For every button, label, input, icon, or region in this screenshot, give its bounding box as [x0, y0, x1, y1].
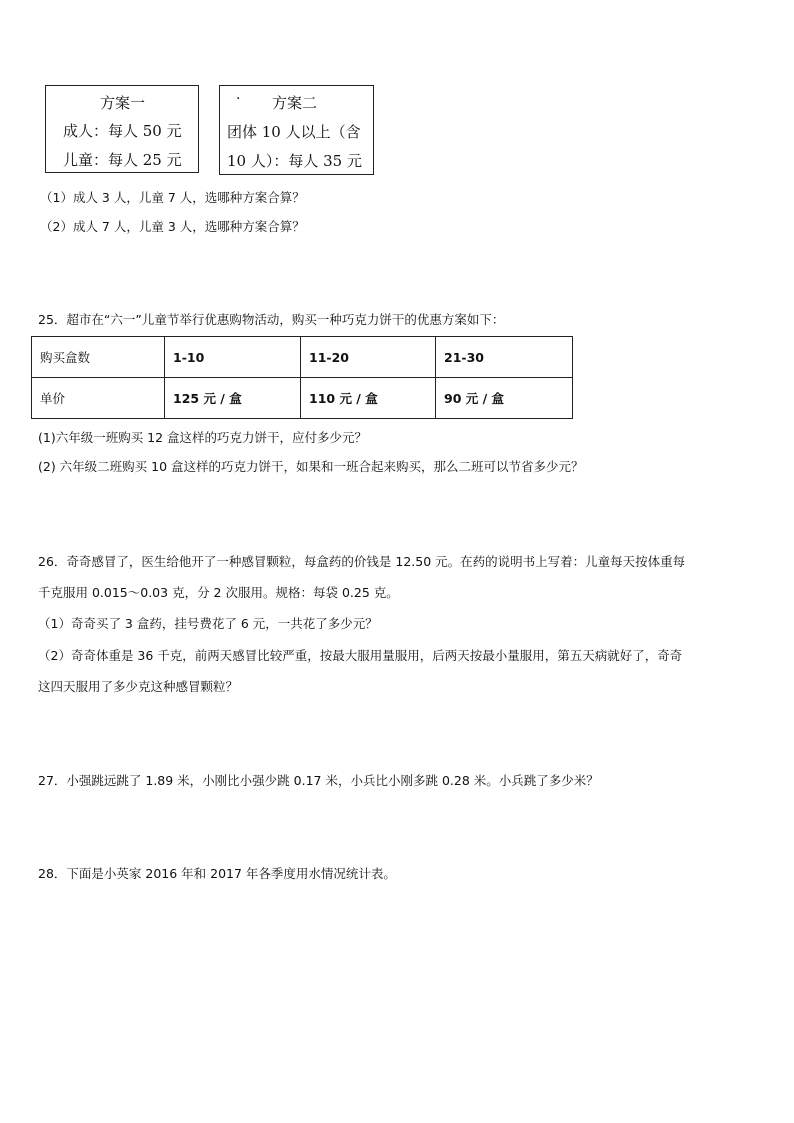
table-cell: 单价 [32, 378, 165, 419]
plan-two-dot: · [236, 91, 241, 107]
table-cell: 1-10 [165, 337, 301, 378]
table-row [32, 337, 573, 378]
q27-stem: 27．小强跳远跳了 1.89 米，小刚比小强少跳 0.17 米，小兵比小刚多跳 0.28 米。小兵跳了多少米？ [38, 773, 599, 788]
plan-one-adult: 成人：每人 50 元 [63, 122, 182, 140]
q28-stem: 28．下面是小英家 2016 年和 2017 年各季度用水情况统计表。 [38, 866, 396, 881]
table-row [32, 378, 573, 419]
q26-stem-line2: 千克服用 0.015～0.03 克，分 2 次服用。规格：每袋 0.25 克。 [38, 585, 399, 600]
plan-one-child: 儿童：每人 25 元 [63, 151, 182, 169]
q26-sub2-line2: 这四天服用了多少克这种感冒颗粒？ [38, 679, 239, 694]
q26-sub2-line1: （2）奇奇体重是 36 千克，前两天感冒比较严重，按最大服用量服用，后两天按最小量服用，第五天病就好了，奇奇 [38, 648, 683, 663]
table-cell: 21-30 [436, 337, 573, 378]
price-table [31, 336, 573, 419]
table-cell: 125 元 / 盒 [165, 378, 301, 419]
q24-sub2: （2）成人 7 人，儿童 3 人，选哪种方案合算？ [40, 219, 305, 234]
table-cell: 购买盒数 [32, 337, 165, 378]
plan-two-box [219, 85, 374, 175]
plan-two-line2: 10 人）：每人 35 元 [227, 152, 362, 170]
plan-one-box [45, 85, 199, 173]
q26-sub1: （1）奇奇买了 3 盒药，挂号费花了 6 元，一共花了多少元？ [38, 616, 378, 631]
plan-two-line1: 团体 10 人以上（含 [227, 123, 361, 141]
table-cell: 11-20 [301, 337, 436, 378]
table-cell: 90 元 / 盒 [436, 378, 573, 419]
q25-sub1: (1)六年级一班购买 12 盒这样的巧克力饼干，应付多少元？ [38, 430, 368, 445]
q25-stem: 25．超市在“六一”儿童节举行优惠购物活动，购买一种巧克力饼干的优惠方案如下： [38, 312, 505, 327]
table-cell: 110 元 / 盒 [301, 378, 436, 419]
q25-sub2: (2) 六年级二班购买 10 盒这样的巧克力饼干，如果和一班合起来购买，那么二班可以节省多少元？ [38, 459, 584, 474]
plan-one-title: 方案一 [100, 94, 146, 112]
q26-stem-line1: 26．奇奇感冒了，医生给他开了一种感冒颗粒，每盒药的价钱是 12.50 元。在药的说明书上写着：儿童每天按体重每 [38, 554, 686, 569]
plan-two-title: 方案二 [272, 94, 318, 112]
q24-sub1: （1）成人 3 人，儿童 7 人，选哪种方案合算？ [40, 190, 305, 205]
